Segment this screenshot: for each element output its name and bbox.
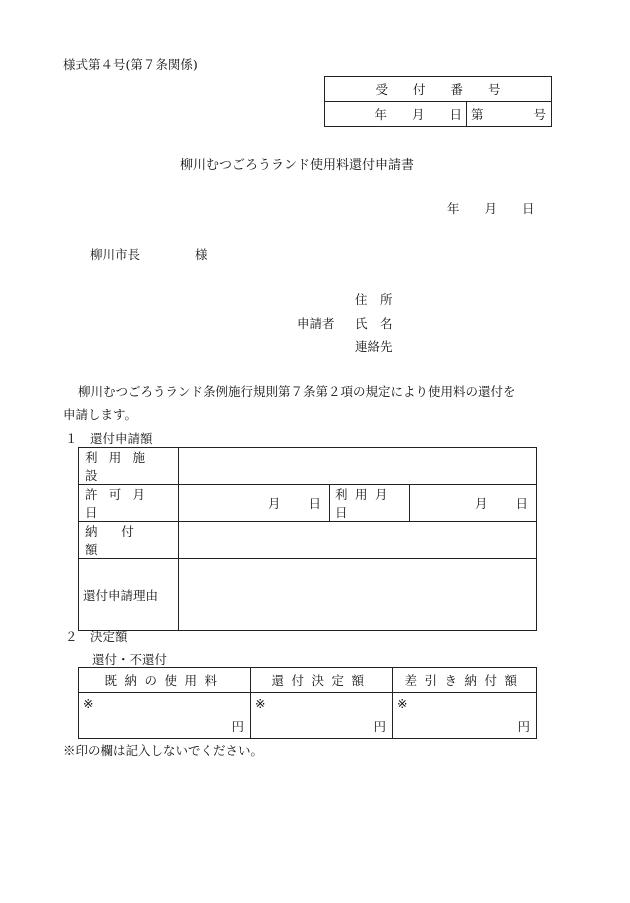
- payment-label: 納付額: [79, 522, 179, 559]
- section1-heading: １ 還付申請額: [65, 431, 153, 446]
- reception-date: 年 月 日: [325, 102, 467, 127]
- applicant-name-label: 氏 名: [355, 316, 393, 331]
- yen-unit: 円: [517, 719, 530, 734]
- yen-unit: 円: [373, 719, 386, 734]
- permit-day: 日: [308, 496, 321, 511]
- payment-value[interactable]: [179, 522, 537, 559]
- use-date-value[interactable]: [410, 485, 537, 522]
- refund-request-table: [78, 447, 537, 631]
- use-date-label: 利用月日: [330, 485, 410, 522]
- col-paid-fee: 既納の使用料: [79, 668, 251, 693]
- col-net-payment: 差引き納付額: [393, 668, 537, 693]
- section2-heading: ２ 決定額: [65, 629, 128, 644]
- use-month: 月: [474, 496, 488, 511]
- applicant-label: 申請者: [297, 316, 335, 331]
- reason-value[interactable]: [179, 559, 537, 631]
- col-refund-decision: 還付決定額: [251, 668, 393, 693]
- decision-table: [78, 667, 537, 739]
- refund-decision-cell[interactable]: [251, 693, 393, 739]
- paid-fee-cell[interactable]: [79, 693, 251, 739]
- section2-subheading: 還付・不還付: [92, 652, 168, 667]
- facility-label: 利用施設: [79, 448, 179, 485]
- reception-number: 第 号: [467, 102, 552, 127]
- net-payment-cell[interactable]: [393, 693, 537, 739]
- permit-month: 月: [267, 496, 281, 511]
- page-title: 柳川むつごろうランド使用料還付申請書: [180, 158, 415, 173]
- date-line: 年 月 日: [447, 201, 535, 216]
- mark: ※: [255, 696, 266, 711]
- facility-value[interactable]: [179, 448, 537, 485]
- applicant-address-label: 住 所: [355, 292, 393, 307]
- mark: ※: [397, 696, 408, 711]
- addressee-name: 柳川市長: [90, 247, 141, 262]
- reception-box: [324, 76, 552, 127]
- body-text-line2: 申請します。: [63, 407, 138, 422]
- reception-header: 受 付 番 号: [325, 77, 552, 102]
- form-number: 様式第４号(第７条関係): [63, 57, 198, 72]
- reason-label: 還付申請理由: [79, 559, 179, 631]
- use-day: 日: [515, 496, 528, 511]
- applicant-contact-label: 連絡先: [355, 339, 393, 354]
- yen-unit: 円: [231, 719, 244, 734]
- body-text-line1: 柳川むつごろうランド条例施行規則第７条第２項の規定により使用料の還付を: [78, 384, 516, 399]
- addressee: [90, 245, 208, 263]
- mark: ※: [83, 696, 94, 711]
- permit-date-value[interactable]: [179, 485, 330, 522]
- permit-date-label: 許可月日: [79, 485, 179, 522]
- footnote: ※印の欄は記入しないでください。: [63, 743, 264, 758]
- addressee-suffix: 様: [195, 247, 208, 262]
